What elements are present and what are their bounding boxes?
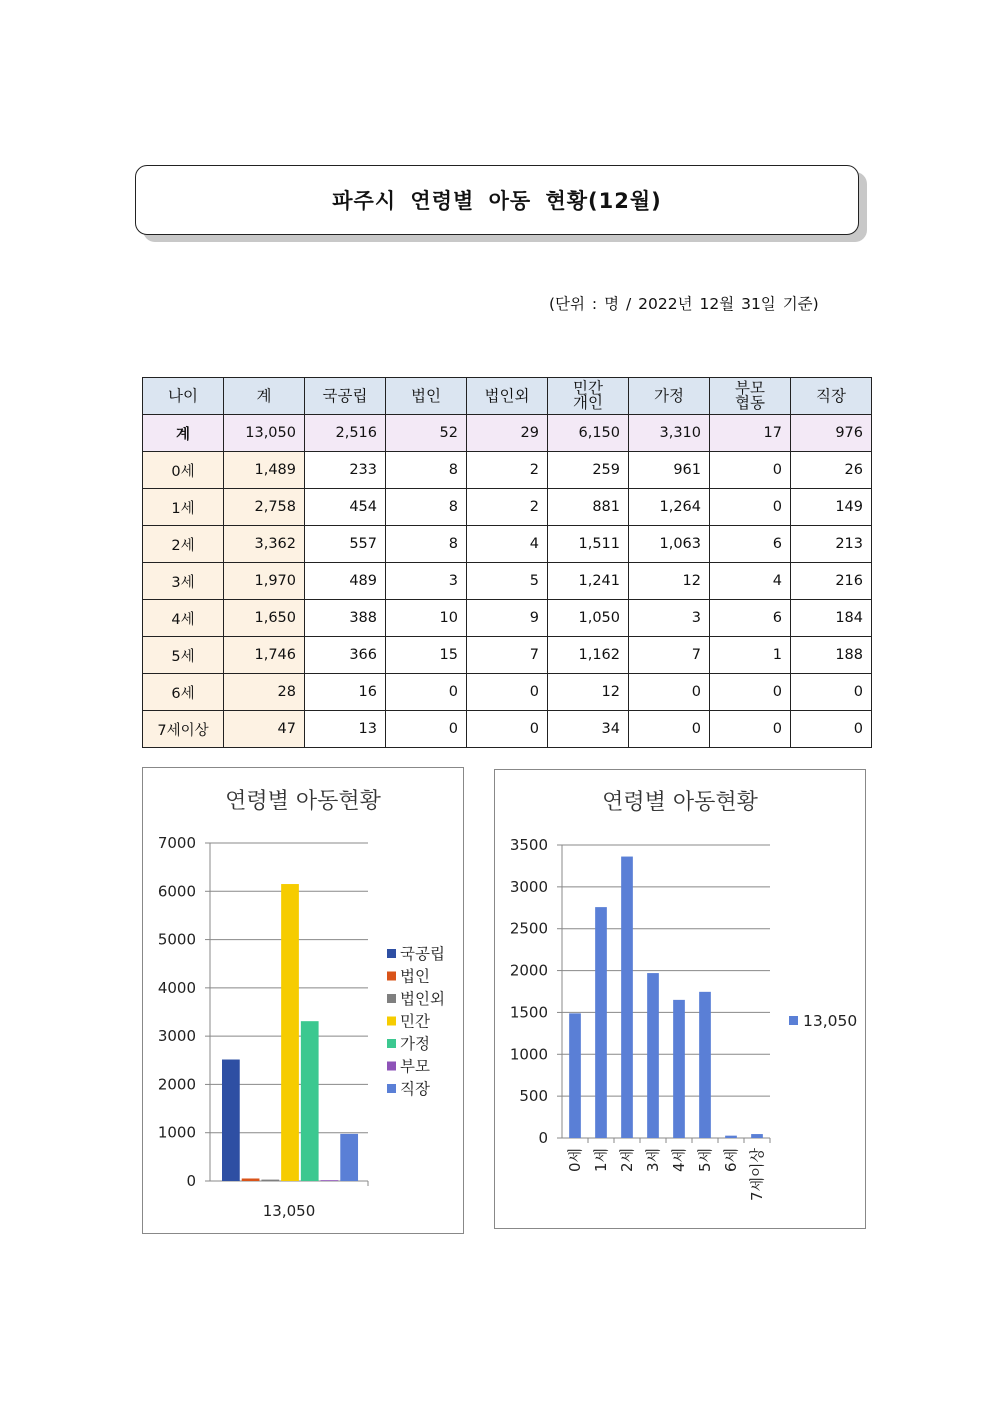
bar-6세 [725,1136,737,1138]
y-tick-label: 4000 [157,978,196,997]
value-cell: 13,050 [224,415,305,452]
value-cell: 4 [467,526,548,563]
value-cell: 0 [629,674,710,711]
x-tick-label: 6세 [722,1148,740,1173]
legend-label: 가정 [400,1035,430,1053]
legend-swatch [387,1084,396,1093]
table-header-row [143,378,872,415]
bar-2세 [621,857,633,1138]
value-cell: 2,516 [305,415,386,452]
bar-3세 [647,973,659,1138]
value-cell: 216 [791,563,872,600]
value-cell: 184 [791,600,872,637]
table-row [143,711,872,748]
value-cell: 366 [305,637,386,674]
chart-by-age [494,769,866,1229]
value-cell: 961 [629,452,710,489]
x-tick-label: 0세 [566,1148,584,1173]
y-tick-label: 0 [538,1129,548,1147]
y-tick-label: 0 [186,1172,196,1190]
bar-0세 [569,1013,581,1138]
value-cell: 3 [386,563,467,600]
bar-부모 [321,1180,339,1181]
y-tick-label: 3000 [509,877,548,896]
total-row [143,415,872,452]
bar-민간 [281,884,299,1181]
value-cell: 1,489 [224,452,305,489]
y-tick-label: 1000 [509,1045,548,1064]
value-cell: 1,970 [224,563,305,600]
value-cell: 3 [629,600,710,637]
legend-swatch [387,1017,396,1026]
chart-title: 연령별 아동현황 [602,790,758,815]
chart-by-type-svg [143,768,463,1233]
table-row [143,526,872,563]
value-cell: 1,162 [548,637,629,674]
age-cell: 4세 [143,600,224,637]
header-cell: 나이 [143,378,224,415]
header-cell: 국공립 [305,378,386,415]
value-cell: 2 [467,489,548,526]
legend-swatch [387,1062,396,1071]
value-cell: 1,650 [224,600,305,637]
age-cell: 6세 [143,674,224,711]
value-cell: 8 [386,489,467,526]
header-cell: 법인 [386,378,467,415]
value-cell: 0 [710,452,791,489]
legend-swatch [387,949,396,958]
value-cell: 976 [791,415,872,452]
value-cell: 6 [710,526,791,563]
bar-5세 [699,992,711,1138]
page-title: 파주시 연령별 아동 현황(12월) [332,189,662,213]
value-cell: 0 [791,711,872,748]
header-cell: 직장 [791,378,872,415]
value-cell: 233 [305,452,386,489]
y-tick-label: 6000 [157,882,196,901]
y-tick-label: 5000 [157,930,196,949]
value-cell: 1,241 [548,563,629,600]
legend-label: 부모 [400,1057,430,1076]
value-cell: 0 [386,711,467,748]
value-cell: 557 [305,526,386,563]
age-cell: 2세 [143,526,224,563]
value-cell: 5 [467,563,548,600]
x-tick-label: 2세 [618,1148,636,1173]
age-cell: 1세 [143,489,224,526]
table-row [143,600,872,637]
legend-swatch [387,1039,396,1048]
x-tick-label: 1세 [592,1148,610,1173]
chart-by-age-svg [495,770,865,1228]
value-cell: 13 [305,711,386,748]
value-cell: 0 [710,489,791,526]
age-cell: 0세 [143,452,224,489]
unit-note: (단위 : 명 / 2022년 12월 31일 기준) [549,295,819,313]
bar-가정 [301,1021,319,1181]
table-row [143,637,872,674]
legend-swatch [789,1016,798,1025]
value-cell: 8 [386,526,467,563]
table-row [143,674,872,711]
legend-label: 법인 [400,967,430,986]
value-cell: 15 [386,637,467,674]
value-cell: 881 [548,489,629,526]
legend-swatch [387,994,396,1003]
table-row [143,563,872,600]
chart-title: 연령별 아동현황 [225,789,381,814]
value-cell: 188 [791,637,872,674]
header-cell: 법인외 [467,378,548,415]
value-cell: 0 [386,674,467,711]
legend-label: 법인외 [400,990,445,1008]
y-tick-label: 1000 [157,1123,196,1142]
value-cell: 10 [386,600,467,637]
legend-label: 민간 [400,1012,430,1031]
table-row [143,489,872,526]
age-cell: 7세이상 [143,711,224,748]
value-cell: 17 [710,415,791,452]
value-cell: 1,063 [629,526,710,563]
value-cell: 7 [467,637,548,674]
header-cell: 민간 개인 [548,378,629,415]
value-cell: 28 [224,674,305,711]
y-tick-label: 2000 [509,961,548,980]
value-cell: 0 [467,674,548,711]
legend-swatch [387,972,396,981]
y-tick-label: 500 [519,1087,548,1106]
value-cell: 52 [386,415,467,452]
value-cell: 4 [710,563,791,600]
value-cell: 388 [305,600,386,637]
value-cell: 0 [467,711,548,748]
bar-법인외 [261,1180,279,1181]
y-tick-label: 3500 [509,836,548,854]
value-cell: 1,050 [548,600,629,637]
table-row [143,452,872,489]
value-cell: 149 [791,489,872,526]
x-tick-label: 4세 [670,1148,688,1173]
y-tick-label: 7000 [157,834,196,852]
x-tick-label: 3세 [644,1148,662,1173]
x-tick-label: 7세이상 [748,1148,766,1202]
age-cell: 계 [143,415,224,452]
value-cell: 12 [548,674,629,711]
value-cell: 1,264 [629,489,710,526]
y-tick-label: 1500 [509,1003,548,1022]
y-tick-label: 2500 [509,919,548,938]
bar-4세 [673,1000,685,1138]
bar-7세이상 [751,1134,763,1138]
legend-label: 13,050 [803,1012,858,1030]
value-cell: 29 [467,415,548,452]
x-tick-label: 13,050 [262,1202,316,1220]
header-cell: 가정 [629,378,710,415]
value-cell: 2 [467,452,548,489]
value-cell: 0 [710,674,791,711]
value-cell: 259 [548,452,629,489]
legend-label: 국공립 [400,945,445,963]
value-cell: 489 [305,563,386,600]
value-cell: 7 [629,637,710,674]
bar-국공립 [222,1060,240,1181]
value-cell: 1,511 [548,526,629,563]
value-cell: 2,758 [224,489,305,526]
value-cell: 47 [224,711,305,748]
y-tick-label: 2000 [157,1075,196,1094]
value-cell: 1 [710,637,791,674]
age-cell: 5세 [143,637,224,674]
header-cell: 계 [224,378,305,415]
value-cell: 12 [629,563,710,600]
value-cell: 26 [791,452,872,489]
value-cell: 454 [305,489,386,526]
bar-1세 [595,907,607,1138]
value-cell: 9 [467,600,548,637]
value-cell: 3,310 [629,415,710,452]
y-tick-label: 3000 [157,1027,196,1046]
value-cell: 0 [710,711,791,748]
value-cell: 0 [791,674,872,711]
value-cell: 34 [548,711,629,748]
age-table [142,377,872,748]
value-cell: 1,746 [224,637,305,674]
legend-label: 직장 [400,1080,430,1098]
chart-by-type [142,767,464,1234]
bar-법인 [242,1178,260,1181]
value-cell: 3,362 [224,526,305,563]
value-cell: 6,150 [548,415,629,452]
value-cell: 8 [386,452,467,489]
value-cell: 6 [710,600,791,637]
header-cell: 부모 협동 [710,378,791,415]
x-tick-label: 5세 [696,1148,714,1173]
age-cell: 3세 [143,563,224,600]
value-cell: 16 [305,674,386,711]
bar-직장 [340,1134,358,1181]
title-box [135,165,859,235]
value-cell: 0 [629,711,710,748]
value-cell: 213 [791,526,872,563]
